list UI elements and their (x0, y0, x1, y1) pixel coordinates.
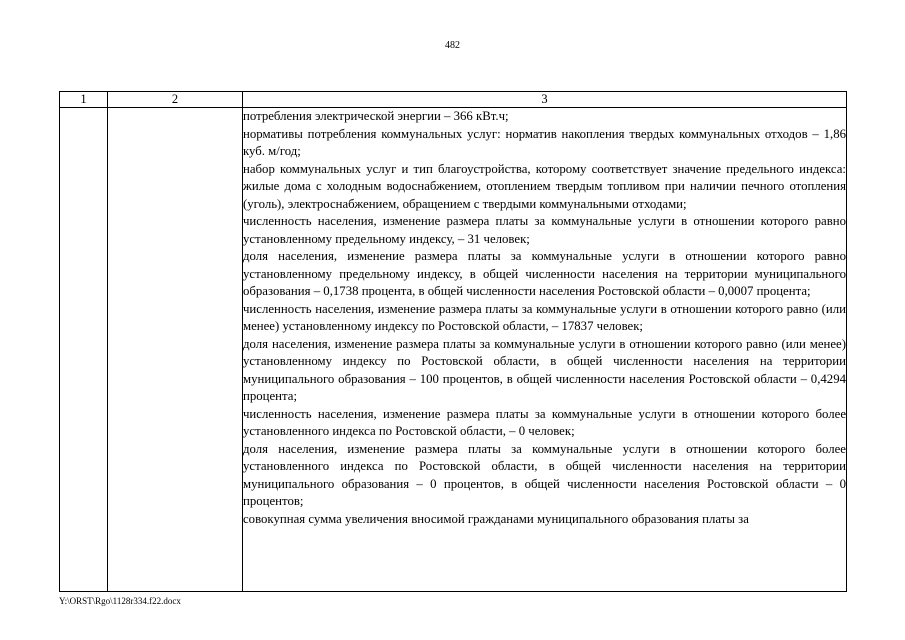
paragraph: численность населения, изменение размера платы за коммунальные услуги в отношении которого более установленного индекса по Ростовской области, – 0 человек; (243, 406, 846, 438)
paragraph: численность населения, изменение размера платы за коммунальные услуги в отношении которого равно (или менее) установленному индексу по Ростовской области, – 17837 человек; (243, 301, 846, 333)
column-1-cell (60, 108, 108, 592)
column-3-cell (243, 108, 847, 592)
table-header-row (60, 92, 847, 108)
column-header-1: 1 (60, 92, 108, 108)
footer-file-path: Y:\ORST\Rgo\1128r334.f22.docx (59, 596, 181, 606)
column-2-cell (108, 108, 243, 592)
document-table (59, 91, 847, 592)
page-number: 482 (445, 40, 460, 51)
table-row (60, 108, 847, 592)
paragraph: нормативы потребления коммунальных услуг: норматив накопления твердых коммунальных отходов – 1,86 куб. м/год; (243, 126, 846, 158)
paragraph: набор коммунальных услуг и тип благоустройства, которому соответствует значение предельного индекса: жилые дома с холодным водоснабжением, отоплением твердым топливом при наличии печного отопления (уголь), электроснабжением, обращением с твердыми коммунальными отходами; (243, 161, 846, 211)
paragraph: потребления электрической энергии – 366 кВт.ч; (243, 109, 509, 123)
paragraph: доля населения, изменение размера платы за коммунальные услуги в отношении которого более установленного индекса по Ростовской области, в общей численности населения на территории муниципального образования – 0 процентов, в общей численности населения Ростовской области – 0 процентов; (243, 441, 846, 508)
paragraph: доля населения, изменение размера платы за коммунальные услуги в отношении которого равно (или менее) установленному индексу по Ростовской области, в общей численности населения на территории муниципального образования – 100 процентов, в общей численности населения Ростовской области – 0,4294 процента; (243, 336, 846, 403)
column-header-3: 3 (243, 92, 847, 108)
column-header-2: 2 (108, 92, 243, 108)
paragraph: численность населения, изменение размера платы за коммунальные услуги в отношении которого равно установленному предельному индексу, – 31 человек; (243, 214, 846, 246)
paragraph: доля населения, изменение размера платы за коммунальные услуги в отношении которого равно установленному предельному индексу, в общей численности населения на территории муниципального образования – 0,1738 процента, в общей численности населения Ростовской области – 0,0007 процента; (243, 249, 846, 298)
paragraph: совокупная сумма увеличения вносимой гражданами муниципального образования платы за (243, 511, 749, 526)
